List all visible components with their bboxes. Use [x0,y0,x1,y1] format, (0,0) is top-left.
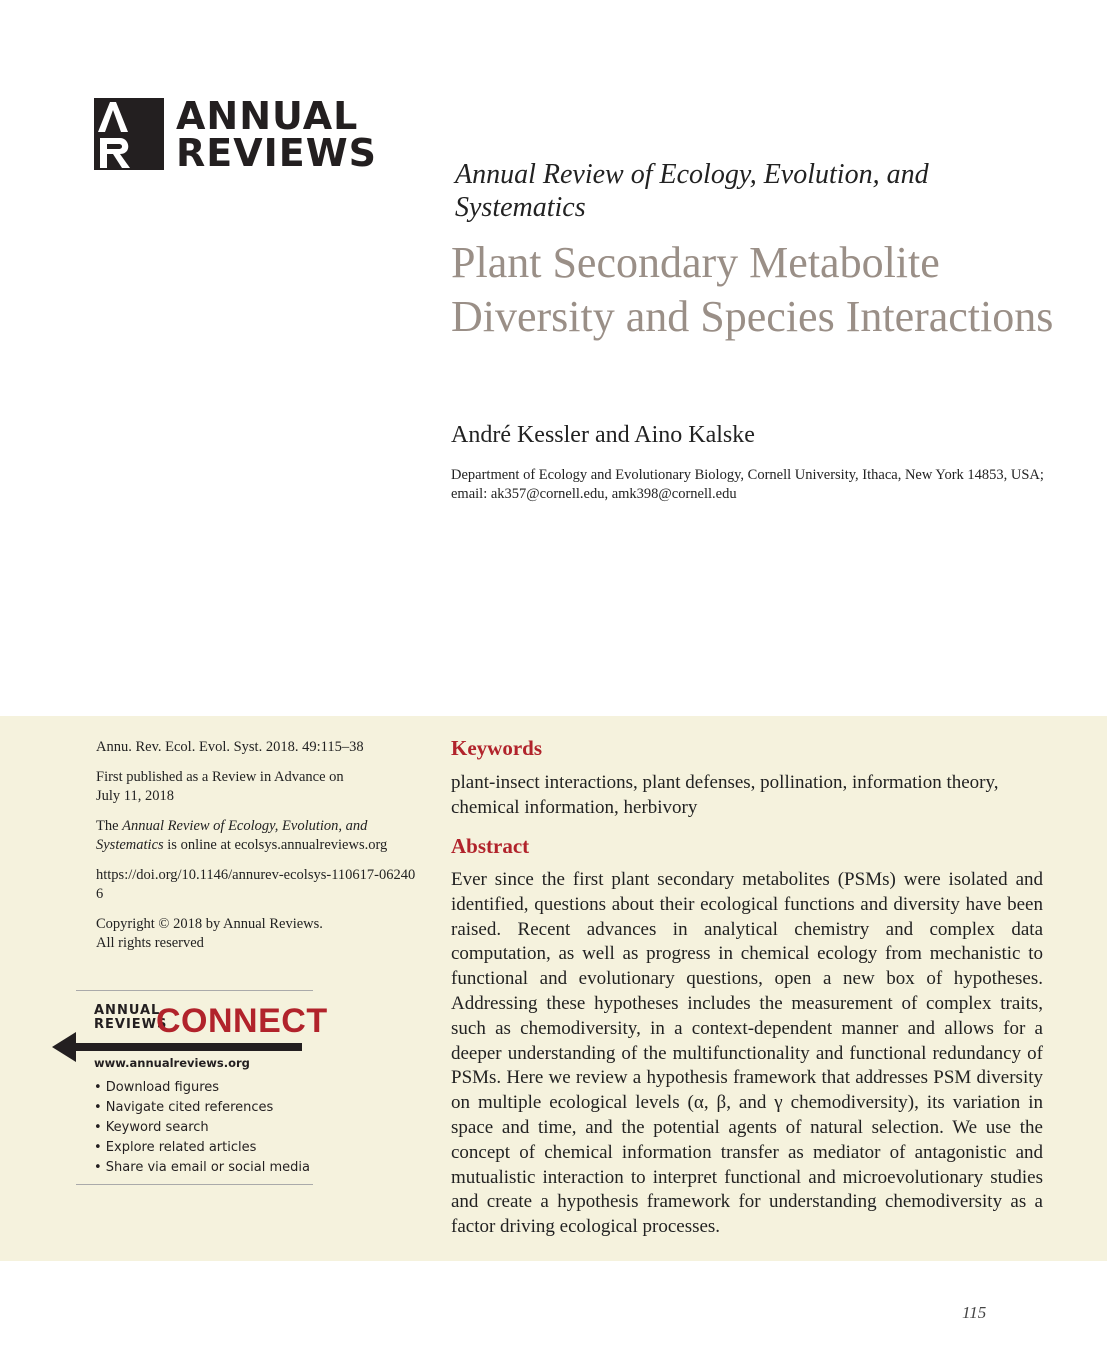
list-item: • Keyword search [94,1120,209,1135]
first-published [96,768,416,806]
journal-name: Annual Review of Ecology, Evolution, and Systematics [455,159,929,223]
annual-reviews-logo [94,94,378,175]
keywords-text: plant-insect interactions, plant defenses, pollination, information theory, chemical information, herbivory [451,772,999,818]
doi-link[interactable]: https://doi.org/10.1146/annurev-ecolsys-110617-062406 [96,867,416,902]
connect-small-reviews: REVIEWS [94,1017,168,1032]
page-number: 115 [962,1303,987,1322]
abstract-heading: Abstract [451,834,530,858]
connect-top-rule [76,990,313,991]
online-note [96,817,416,855]
main-abstract-column [451,734,1043,1240]
abstract-text: Ever since the first plant secondary metabolites (PSMs) were isolated and identified, questions about their ecological functions and diversity have been raised. Recent advances in analytical chemistry and complex data computation, as well as progress in chemical ecology from mechanistic to functional and evolutionary questions, open a new box of hypotheses. Addressing these hypotheses includes the measurement of complex traits, such as chemodiversity, in a context-dependent manner and allows for a deeper understanding of the multifunctionality and functional redundancy of PSMs. Here we review a hypothesis framework that addresses PSM diversity on multiple ecological levels (α, β, and γ chemodiversity), its variation in space and time, and the potential agents of natural selection. We use the concept of chemical information transfer as mediator of antagonistic and mutualistic interaction to interpret functional and microevolutionary studies and create a hypothesis framework for understanding chemodiversity as a factor driving ecological processes. [451,869,1043,1238]
logo-word-reviews: REVIEWS [176,131,378,175]
ar-logo-mark-icon [94,98,164,170]
list-item: • Download figures [94,1080,220,1095]
first-published-line1: First published as a Review in Advance on [96,769,344,785]
copyright-line2: All rights reserved [96,935,204,951]
connect-small-annual: ANNUAL [94,1003,161,1018]
list-item: • Share via email or social media [94,1160,310,1175]
annual-reviews-connect-box[interactable] [52,990,328,1186]
article-title: Plant Secondary Metabolite Diversity and Species Interactions [451,238,1054,341]
copyright-line1: Copyright © 2018 by Annual Reviews. [96,916,323,932]
article-info-sidebar [96,738,416,964]
first-published-date: July 11, 2018 [96,788,175,804]
connect-logo [94,1002,328,1040]
connect-word: CONNECT [156,1002,328,1040]
logo-word-annual: ANNUAL [176,94,359,138]
keywords-heading: Keywords [451,736,542,760]
list-item: • Explore related articles [94,1140,257,1155]
copyright [96,915,416,953]
connect-bottom-rule [76,1184,313,1185]
online-suffix: is online at ecolsys.annualreviews.org [167,837,388,853]
online-journal: Annual Review of Ecology, Evolution, and Systematics [96,818,368,853]
citation: Annu. Rev. Ecol. Evol. Syst. 2018. 49:115–38 [96,739,364,755]
affiliation: Department of Ecology and Evolutionary Biology, Cornell University, Ithaca, New York 14853, USA; email: ak357@cornell.edu, amk398@cornell.edu [451,467,1044,502]
connect-feature-list [94,1078,310,1178]
connect-url[interactable]: www.annualreviews.org [94,1056,250,1070]
list-item: • Navigate cited references [94,1100,274,1115]
authors: André Kessler and Aino Kalske [451,422,755,448]
online-prefix: The [96,818,119,834]
